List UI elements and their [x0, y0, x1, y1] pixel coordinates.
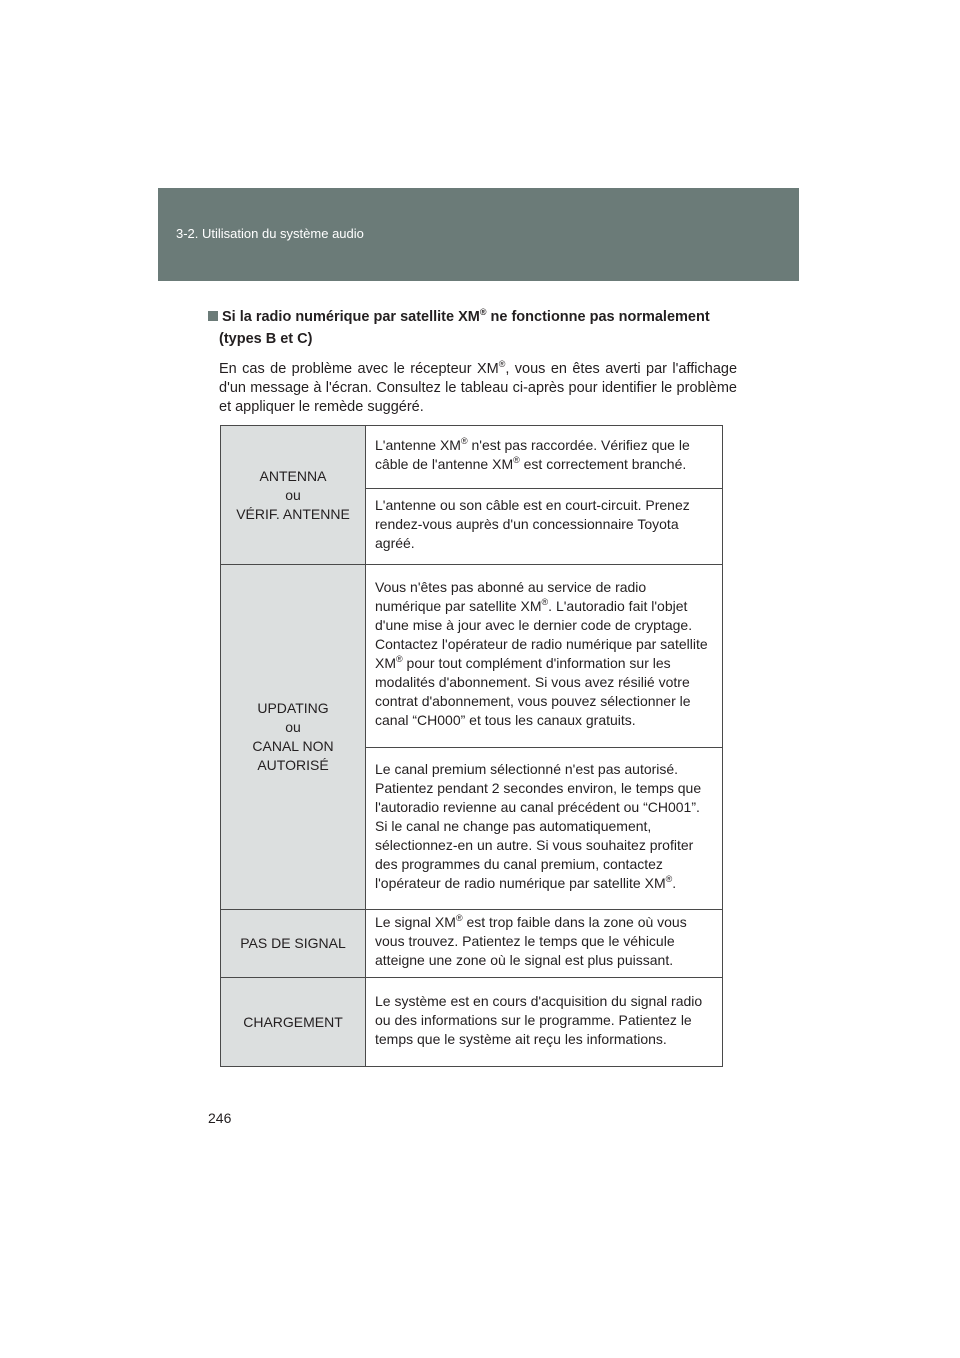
registered-mark: ®: [498, 359, 506, 369]
description-text: L'antenne XM: [375, 437, 461, 453]
description-cell: [366, 748, 723, 910]
description-cell: L'antenne ou son câble est en court-circuit. Prenez rendez-vous auprès d'un concessionnaire Toyota agréé.: [366, 489, 723, 565]
description-cell: [366, 565, 723, 748]
intro-paragraph: [219, 360, 737, 417]
description-text: est trop faible dans la zone où vous vous trouvez. Patientez le temps que le véhicule atteigne une zone où le signal est plus puissant.: [375, 914, 687, 968]
description-text: .: [672, 875, 677, 891]
message-text: VÉRIF. ANTENNE: [236, 505, 350, 522]
subsection-heading: [208, 306, 738, 350]
content-block: [208, 306, 738, 417]
description-text: n'est pas raccordée. Vérifiez que le câble de l'antenne XM: [375, 437, 690, 472]
heading-text: ne fonctionne pas normalement: [486, 309, 710, 325]
table-row: [221, 978, 723, 1067]
message-table: [220, 425, 723, 1067]
message-cell-antenna: [221, 426, 366, 565]
section-header-band: [158, 188, 799, 281]
description-text: pour tout complément d'information sur les modalités d'abonnement. Si vous avez résilié votre contrat d'abonnement, vous pouvez sélectionner le canal “CH000” et tous les canaux gratuits.: [375, 655, 691, 728]
intro-text: , vous en êtes averti par l'affichage d'un message à l'écran. Consultez le tableau ci-après pour identifier le problème et appliquer le remède suggéré.: [219, 361, 738, 415]
message-text: CANAL NON: [252, 738, 334, 754]
table-row: [221, 910, 723, 978]
description-text: est correctement branché.: [519, 456, 687, 472]
registered-mark: ®: [396, 654, 403, 664]
message-text: ANTENNA: [259, 467, 327, 484]
page-number: 246: [208, 1110, 232, 1126]
message-text: AUTORISÉ: [257, 757, 329, 773]
registered-mark: ®: [479, 307, 487, 317]
registered-mark: ®: [513, 455, 520, 465]
registered-mark: ®: [460, 436, 468, 446]
message-text: ou: [285, 719, 301, 735]
table-row: [221, 426, 723, 489]
heading-line-2: (types B et C): [219, 331, 313, 347]
message-text: ou: [285, 486, 301, 503]
intro-text: En cas de problème avec le récepteur XM: [219, 361, 499, 377]
description-cell: [366, 426, 723, 489]
section-title: 3-2. Utilisation du système audio: [176, 226, 364, 241]
registered-mark: ®: [665, 874, 673, 884]
registered-mark: ®: [541, 597, 549, 607]
registered-mark: ®: [455, 913, 463, 923]
description-text: Vous n'êtes pas abonné au service de radio numérique par satellite XM: [375, 579, 647, 614]
heading-text: Si la radio numérique par satellite XM: [222, 309, 480, 325]
message-cell-no-signal: PAS DE SIGNAL: [221, 910, 366, 978]
description-cell: [366, 910, 723, 978]
description-text: . L'autoradio fait l'objet d'une mise à jour avec le dernier code de cryptage. Contactez l'opérateur de radio numérique par satellite XM: [375, 598, 708, 671]
table-row: [221, 565, 723, 748]
description-cell: Le système est en cours d'acquisition du signal radio ou des informations sur le programme. Patientez le temps que le système ait reçu les informations.: [366, 978, 723, 1067]
message-cell-loading: CHARGEMENT: [221, 978, 366, 1067]
message-text: UPDATING: [257, 700, 329, 716]
square-bullet-icon: [208, 311, 218, 321]
message-cell-updating: [221, 565, 366, 910]
description-text: Le signal XM: [375, 914, 456, 930]
description-text: Le canal premium sélectionné n'est pas autorisé. Patientez pendant 2 secondes environ, le temps que l'autoradio revienne au canal précédent ou “CH001”. Si le canal ne change pas automatiquement, sélectionnez-en un autre. Si vous souhaitez profiter des programmes du canal premium, contactez l'opérateur de radio numérique par satellite XM: [375, 761, 702, 891]
